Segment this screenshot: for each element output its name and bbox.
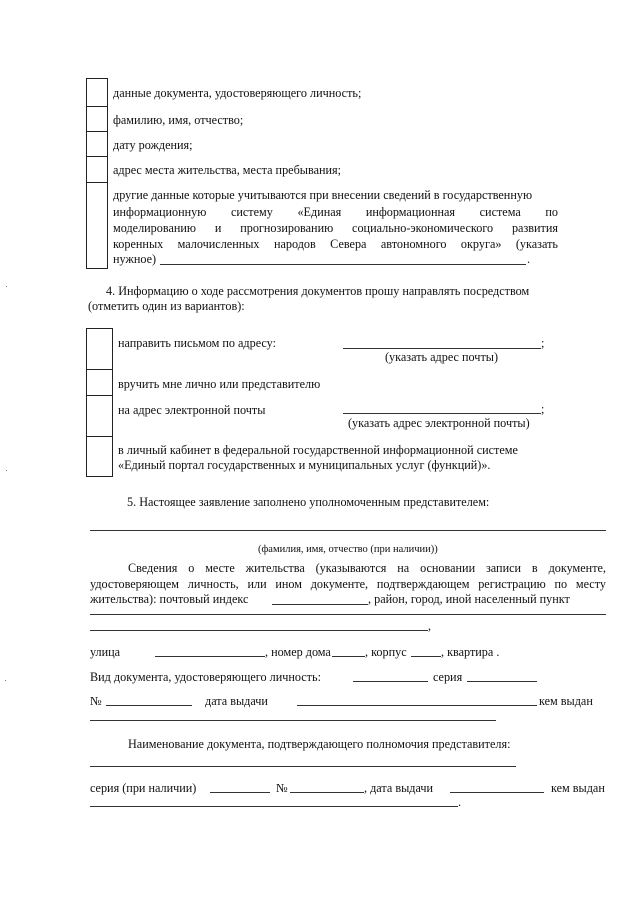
word: месте: [205, 561, 235, 575]
word: регистрацию: [478, 577, 546, 591]
word: по: [554, 577, 568, 591]
word: малочисленных: [177, 237, 260, 251]
postal-index-label: жительства): почтовый индекс: [90, 592, 249, 606]
checkbox-birth-date[interactable]: [86, 131, 108, 157]
other-data-period: .: [527, 252, 531, 266]
authority-document-field[interactable]: [90, 766, 516, 767]
word: подтверждающем: [376, 577, 470, 591]
section4-heading-line-2: (отметить один из вариантов):: [88, 299, 245, 313]
authority-number-label: №: [276, 781, 288, 795]
other-data-specify-field[interactable]: [160, 264, 526, 265]
word: удостоверяющем: [90, 577, 179, 591]
other-data-line-2: [113, 206, 558, 218]
mail-address-field[interactable]: [343, 348, 541, 349]
word: система: [479, 205, 521, 219]
word: коренных: [113, 237, 164, 251]
scan-speck: [5, 680, 6, 681]
locality-label: , район, город, иной населенный пункт: [368, 592, 570, 606]
word: прогнозированию: [240, 221, 334, 235]
word: записи: [485, 561, 522, 575]
id-document-type-label: Вид документа, удостоверяющего личность:: [90, 670, 321, 684]
checkbox-by-email[interactable]: [86, 395, 113, 437]
word: моделированию: [113, 221, 197, 235]
authority-issued-by-field[interactable]: [90, 806, 458, 807]
checkbox-by-mail[interactable]: [86, 328, 113, 370]
word: информационную: [113, 205, 207, 219]
locality-comma: ,: [428, 619, 432, 633]
authority-series-field[interactable]: [210, 792, 270, 793]
word: Севера: [330, 237, 367, 251]
locality-field-1[interactable]: [90, 614, 606, 615]
id-issue-date-field[interactable]: [297, 705, 537, 706]
authority-series-label: серия (при наличии): [90, 781, 197, 795]
apartment-label: , квартира .: [441, 645, 500, 659]
authority-period: .: [458, 795, 462, 809]
checkbox-other-data[interactable]: [86, 182, 108, 269]
word: на: [397, 561, 410, 575]
word: народов: [273, 237, 316, 251]
authority-issue-date-label: , дата выдачи: [364, 781, 434, 795]
word: по: [545, 205, 558, 219]
word: и: [214, 221, 222, 235]
id-issued-by-label: кем выдан: [539, 694, 593, 708]
checkbox-full-name[interactable]: [86, 106, 108, 132]
authority-number-field[interactable]: [290, 792, 364, 793]
id-series-label: серия: [433, 670, 463, 684]
residence-line-1: [128, 562, 606, 574]
word: информационная: [365, 205, 456, 219]
id-series-field[interactable]: [467, 681, 537, 682]
id-number-field[interactable]: [106, 705, 192, 706]
authority-issued-by-label: кем выдан: [551, 781, 605, 795]
word: о: [188, 561, 195, 575]
word: автономного: [380, 237, 447, 251]
locality-field-2[interactable]: [90, 630, 428, 631]
email-semicolon: ;: [541, 402, 545, 416]
email-address-hint: (указать адрес электронной почты): [348, 416, 530, 430]
street-field[interactable]: [155, 656, 265, 657]
checkbox-document-data[interactable]: [86, 78, 108, 107]
id-number-label: №: [90, 694, 102, 708]
other-data-line-1: другие данные которые учитываются при внесении сведений в государственную: [113, 188, 533, 202]
other-data-line-3: [113, 222, 558, 234]
other-data-specify-label: нужное): [113, 252, 157, 266]
house-label: , номер дома: [265, 645, 331, 659]
street-label: улица: [90, 645, 121, 659]
word: документе,: [548, 561, 606, 575]
word: социально-экономического: [352, 221, 494, 235]
option-in-person-label: вручить мне лично или представителю: [118, 377, 321, 391]
house-field[interactable]: [332, 656, 365, 657]
checkbox-address[interactable]: [86, 156, 108, 183]
word: в: [531, 561, 538, 575]
id-document-type-field[interactable]: [353, 681, 428, 682]
word: жительства: [245, 561, 305, 575]
section4-heading-line-1: 4. Информацию о ходе рассмотрения документов прошу направлять посредством: [106, 284, 530, 298]
word: основании: [420, 561, 476, 575]
word: личность,: [187, 577, 239, 591]
id-issued-by-field[interactable]: [90, 720, 496, 721]
building-field[interactable]: [411, 656, 441, 657]
option-email-label: на адрес электронной почты: [118, 403, 266, 417]
word: развития: [511, 221, 558, 235]
word: (указать: [515, 237, 558, 251]
postal-index-field[interactable]: [272, 604, 368, 605]
id-issue-date-label: дата выдачи: [205, 694, 268, 708]
word: (указываются: [315, 561, 387, 575]
checkbox-portal[interactable]: [86, 436, 113, 477]
authority-issue-date-field[interactable]: [450, 792, 544, 793]
section5-heading: 5. Настоящее заявление заполнено уполномоченным представителем:: [127, 495, 490, 509]
word: документе,: [310, 577, 369, 591]
option-portal-line-2: «Единый портал государственных и муниципальных услуг (функций)».: [118, 458, 491, 472]
building-label: , корпус: [365, 645, 407, 659]
word: или: [247, 577, 267, 591]
word: Сведения: [128, 561, 178, 575]
mail-address-hint: (указать адрес почты): [385, 350, 499, 364]
mail-semicolon: ;: [541, 336, 545, 350]
option-address: адрес места жительства, места пребывания;: [113, 163, 342, 177]
authority-document-label: Наименование документа, подтверждающего полномочия представителя:: [128, 737, 511, 751]
scan-speck: [6, 286, 7, 287]
option-mail-label: направить письмом по адресу:: [118, 336, 276, 350]
option-full-name: фамилию, имя, отчество;: [113, 113, 244, 127]
representative-name-field[interactable]: [90, 530, 606, 531]
option-birth-date: дату рождения;: [113, 138, 193, 152]
word: ином: [275, 577, 302, 591]
option-document-data: данные документа, удостоверяющего личность;: [113, 86, 362, 100]
option-portal-line-1: в личный кабинет в федеральной государственной информационной системе: [118, 443, 518, 457]
other-data-line-4: [113, 238, 558, 250]
checkbox-in-person[interactable]: [86, 369, 113, 396]
scan-speck: [6, 470, 7, 471]
word: «Единая: [297, 205, 342, 219]
residence-line-2: [90, 578, 606, 590]
word: месту: [575, 577, 606, 591]
representative-name-caption: (фамилия, имя, отчество (при наличии)): [258, 544, 438, 555]
word: округа»: [460, 237, 502, 251]
email-address-field[interactable]: [343, 413, 541, 414]
word: систему: [230, 205, 273, 219]
